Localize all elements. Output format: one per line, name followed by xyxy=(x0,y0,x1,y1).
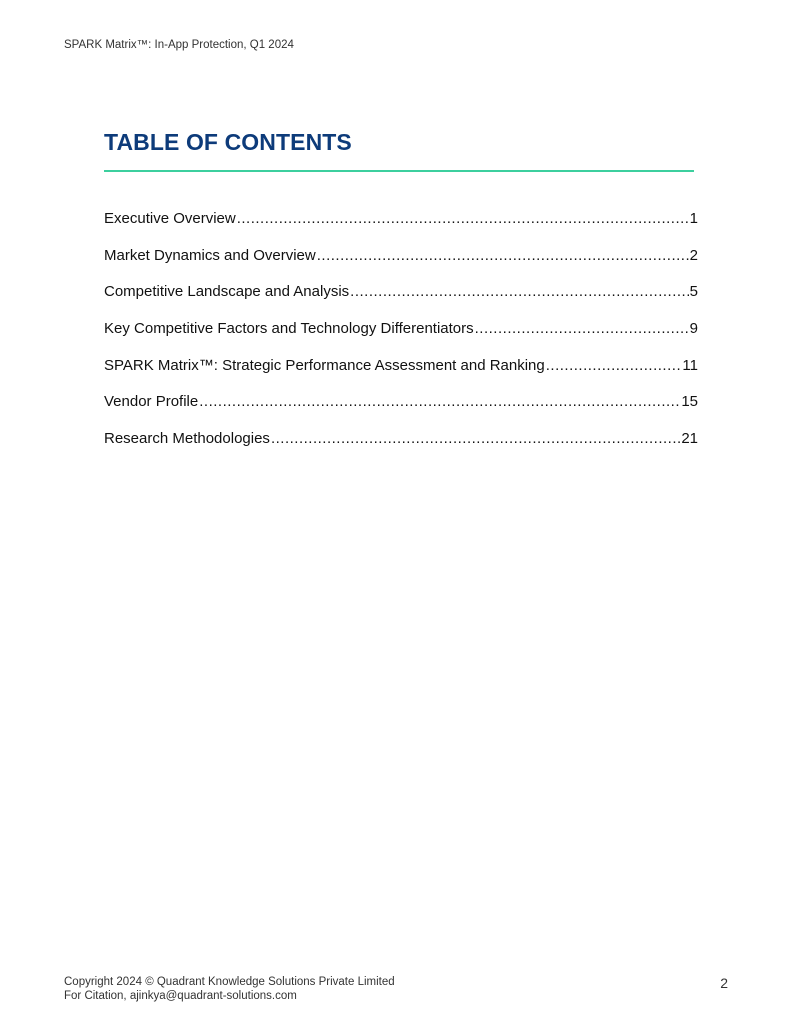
toc-entry-research-methodologies[interactable] xyxy=(104,430,698,467)
toc-entry-page: 15 xyxy=(681,393,698,411)
toc-entry-page: 11 xyxy=(682,356,698,374)
toc-entry-key-competitive-factors[interactable] xyxy=(104,320,698,357)
toc-entry-competitive-landscape[interactable] xyxy=(104,283,698,320)
toc-dot-leader xyxy=(317,247,689,264)
toc-dot-leader xyxy=(350,283,689,300)
toc-entry-spark-matrix[interactable] xyxy=(104,357,698,394)
footer-citation: For Citation, ajinkya@quadrant-solutions.com xyxy=(64,990,297,1002)
toc-entry-page: 21 xyxy=(681,430,698,448)
toc-entry-page: 9 xyxy=(689,320,698,338)
title-divider xyxy=(104,170,694,172)
toc-list xyxy=(104,210,698,467)
toc-entry-label: Research Methodologies xyxy=(104,430,270,448)
toc-entry-market-dynamics[interactable] xyxy=(104,247,698,284)
toc-entry-executive-overview[interactable] xyxy=(104,210,698,247)
running-header: SPARK Matrix™: In-App Protection, Q1 2024 xyxy=(64,39,294,51)
toc-entry-vendor-profile[interactable] xyxy=(104,393,698,430)
toc-entry-label: Market Dynamics and Overview xyxy=(104,246,316,264)
toc-entry-label: Key Competitive Factors and Technology Differentiators xyxy=(104,320,474,338)
footer xyxy=(64,975,395,1003)
toc-entry-label: Vendor Profile xyxy=(104,393,199,411)
toc-entry-label: SPARK Matrix™: Strategic Performance Assessment and Ranking xyxy=(104,356,545,374)
page-number: 2 xyxy=(720,975,728,991)
toc-dot-leader xyxy=(199,393,680,410)
toc-dot-leader xyxy=(546,357,682,374)
toc-title: TABLE OF CONTENTS xyxy=(104,129,352,155)
toc-entry-page: 1 xyxy=(689,210,698,227)
toc-entry-label: Competitive Landscape and Analysis xyxy=(104,283,350,301)
footer-copyright: Copyright 2024 © Quadrant Knowledge Solutions Private Limited xyxy=(64,976,395,988)
toc-entry-page: 5 xyxy=(689,283,698,301)
toc-entry-page: 2 xyxy=(689,246,698,264)
toc-dot-leader xyxy=(475,320,689,337)
toc-dot-leader xyxy=(237,210,689,227)
toc-entry-label: Executive Overview xyxy=(104,210,236,227)
toc-dot-leader xyxy=(271,430,680,447)
